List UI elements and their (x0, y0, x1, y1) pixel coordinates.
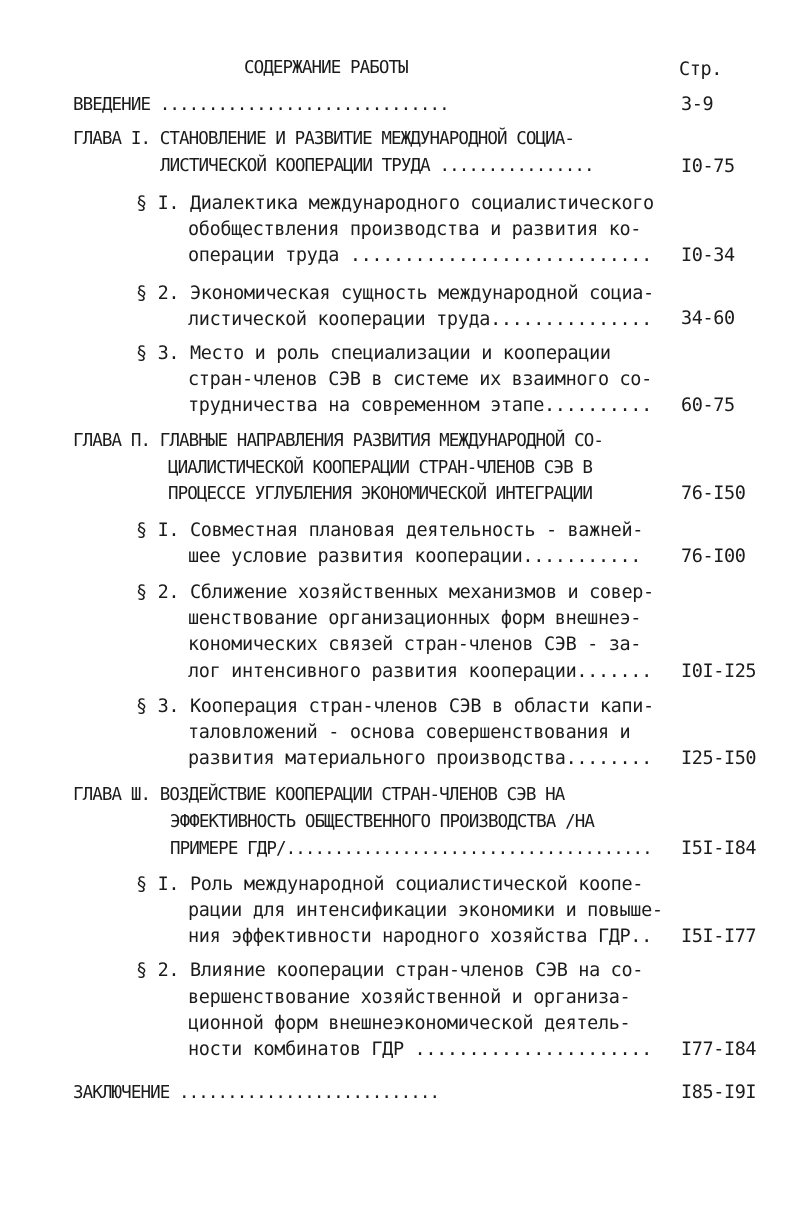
entry-text-line: вершенствование хозяйственной и организа- (188, 987, 631, 1008)
entry-text-line: ГЛАВА I. СТАНОВЛЕНИЕ И РАЗВИТИЕ МЕЖДУНАРОДНОЙ СОЦИА- (73, 129, 575, 149)
entry-text-line: ционной форм внешнеэкономической деятель- (188, 1013, 631, 1034)
entry-text-line: листической кооперации труда............... (188, 309, 652, 330)
entry-text-line: таловложений - основа совершенствования и (188, 722, 631, 743)
entry-text-line: ЗАКЛЮЧЕНИЕ ........................... (73, 1083, 440, 1103)
entry-text-line: § I. Роль международной социалистической коопе- (136, 874, 644, 895)
entry-text-line: ЦИАЛИСТИЧЕСКОЙ КООПЕРАЦИИ СТРАН-ЧЛЕНОВ СЭВ В (168, 458, 592, 478)
entry-text-line: ЭФФЕКТИВНОСТЬ ОБЩЕСТВЕННОГО ПРОИЗВОДСТВА /НА (170, 812, 594, 832)
entry-page-range: I85-I9I (681, 1082, 757, 1103)
entry-page-range: 34-60 (681, 308, 735, 329)
entry-text-line: § I. Диалектика международного социалистического (136, 193, 654, 214)
entry-text-line: рации для интенсификации экономики и повыше- (188, 900, 663, 921)
entry-text-line: ния эффективности народного хозяйства ГДР.. (188, 926, 652, 947)
entry-text-line: § 2. Сближение хозяйственных механизмов и совер- (136, 582, 654, 603)
entry-page-range: I0I-I25 (681, 661, 757, 682)
entry-page-range: I5I-I77 (681, 926, 757, 947)
contents-title: СОДЕРЖАНИЕ РАБОТЫ (244, 58, 408, 78)
entry-text-line: § 2. Экономическая сущность международной социа- (136, 283, 654, 304)
entry-page-range: I77-I84 (681, 1039, 757, 1060)
entry-text-line: ПРИМЕРЕ ГДР/...................................... (170, 839, 652, 859)
entry-text-line: ВВЕДЕНИЕ .............................. (73, 95, 449, 115)
entry-text-line: § 3. Место и роль специализации и кооперации (136, 343, 611, 364)
entry-text-line: § 2. Влияние кооперации стран-членов СЭВ на со- (136, 960, 644, 981)
entry-text-line: ГЛАВА П. ГЛАВНЫЕ НАПРАВЛЕНИЯ РАЗВИТИЯ МЕЖДУНАРОДНОЙ СО- (73, 431, 603, 451)
entry-text-line: шее условие развития кооперации........... (188, 546, 642, 567)
entry-text-line: ЛИСТИЧЕСКОЙ КООПЕРАЦИИ ТРУДА ................ (160, 156, 594, 176)
entry-page-range: 60-75 (681, 395, 735, 416)
entry-page-range: 76-I50 (681, 483, 746, 504)
entry-text-line: ности комбинатов ГДР ...................... (188, 1039, 652, 1060)
entry-page-range: I0-34 (681, 245, 735, 266)
entry-page-range: I0-75 (681, 156, 735, 177)
entry-text-line: ПРОЦЕССЕ УГЛУБЛЕНИЯ ЭКОНОМИЧЕСКОЙ ИНТЕГРАЦИИ (168, 484, 592, 504)
entry-text-line: шенствование организационных форм внешнеэ- (188, 608, 642, 629)
page-column-header: Стр. (679, 59, 722, 80)
entry-text-line: трудничества на современном этапе.......... (188, 395, 652, 416)
entry-text-line: лог интенсивного развития кооперации....... (188, 661, 652, 682)
entry-text-line: кономических связей стран-членов СЭВ - за- (188, 634, 642, 655)
entry-text-line: стран-членов СЭВ в системе их взаимного со- (188, 369, 652, 390)
entry-page-range: 3-9 (681, 94, 714, 115)
entry-text-line: § I. Совместная плановая деятельность - важней- (136, 520, 644, 541)
entry-text-line: § 3. Кооперация стран-членов СЭВ в области капи- (136, 696, 654, 717)
entry-page-range: 76-I00 (681, 546, 746, 567)
entry-text-line: операции труда ............................ (188, 245, 652, 266)
entry-text-line: ГЛАВА Ш. ВОЗДЕЙСТВИЕ КООПЕРАЦИИ СТРАН-ЧЛЕНОВ СЭВ НА (73, 785, 565, 805)
entry-page-range: I5I-I84 (681, 838, 757, 859)
entry-page-range: I25-I50 (681, 748, 757, 769)
entry-text-line: развития материального производства........ (188, 748, 652, 769)
entry-text-line: обобществления производства и развития ко- (188, 219, 642, 240)
